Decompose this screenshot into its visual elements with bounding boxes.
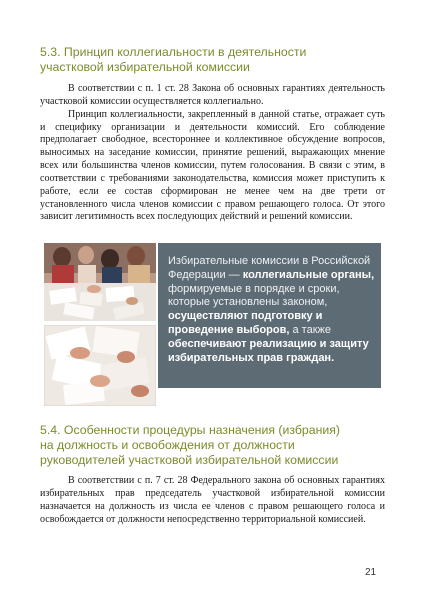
photo-collage bbox=[44, 243, 156, 406]
paragraph: В соответствии с п. 1 ст. 28 Закона об основных гарантиях деятельность участковой комиссии осуществляется коллегиально. bbox=[40, 83, 385, 107]
callout-text bbox=[168, 255, 376, 365]
photo-vote-counting bbox=[44, 243, 156, 321]
photo-ballots bbox=[44, 325, 156, 406]
callout-box bbox=[158, 243, 381, 388]
callout-text-part: а также bbox=[289, 323, 331, 336]
heading-line: 5.3. Принцип коллегиальности в деятельности bbox=[40, 45, 307, 59]
heading-line: 5.4. Особенности процедуры назначения (избрания) bbox=[40, 423, 341, 437]
callout-emphasis: осуществляют подготовку и проведение выборов, bbox=[168, 310, 323, 336]
heading-line: на должность и освобождения от должности bbox=[40, 438, 295, 452]
paragraph: В соответствии с п. 7 ст. 28 Федерального закона об основных гарантиях избирательных прав председатель участковой избирательной комиссии назначается на должность из числа ее членов с правом решающего голоса и освобождается от должности непосредственно территориальной комиссией. bbox=[40, 475, 385, 525]
callout-text-part: Избирательные комиссии в Российской Федерации — bbox=[168, 255, 371, 281]
callout-emphasis: обеспечивают реализацию и защиту избирательных прав граждан. bbox=[168, 337, 369, 364]
heading-line: руководителей участковой избирательной комиссии bbox=[40, 453, 339, 467]
callout-text-part: формируемые в порядке и сроки, которые установлены законом, bbox=[168, 282, 340, 309]
page-number: 21 bbox=[365, 567, 377, 578]
section-heading-5-4 bbox=[40, 423, 385, 468]
heading-line: участковой избирательной комиссии bbox=[40, 60, 250, 74]
section-heading-5-3 bbox=[40, 45, 385, 75]
section-body-5-3 bbox=[40, 83, 385, 224]
paragraph: Принцип коллегиальности, закрепленный в данной статье, отражает суть и специфику организации и деятельности комиссий. Его соблюдение предполагает свободное, всестороннее и коллективное обсуждение вопросов, выносимых на заседание комиссии, принятие решений, выражающих мнение всех или большинства членов комиссии, путем голосования. В связи с этим, в соответствии с требованиями законодательства, комиссия может приступить к работе, если ее состав сформирован не менее чем на две трети от установленного числа членов комиссии с правом решающего голоса. От этого зависит легитимность всех последующих действий и решений комиссии. bbox=[40, 108, 385, 223]
section-body-5-4 bbox=[40, 475, 385, 526]
callout-emphasis: коллегиальные органы, bbox=[242, 268, 375, 281]
